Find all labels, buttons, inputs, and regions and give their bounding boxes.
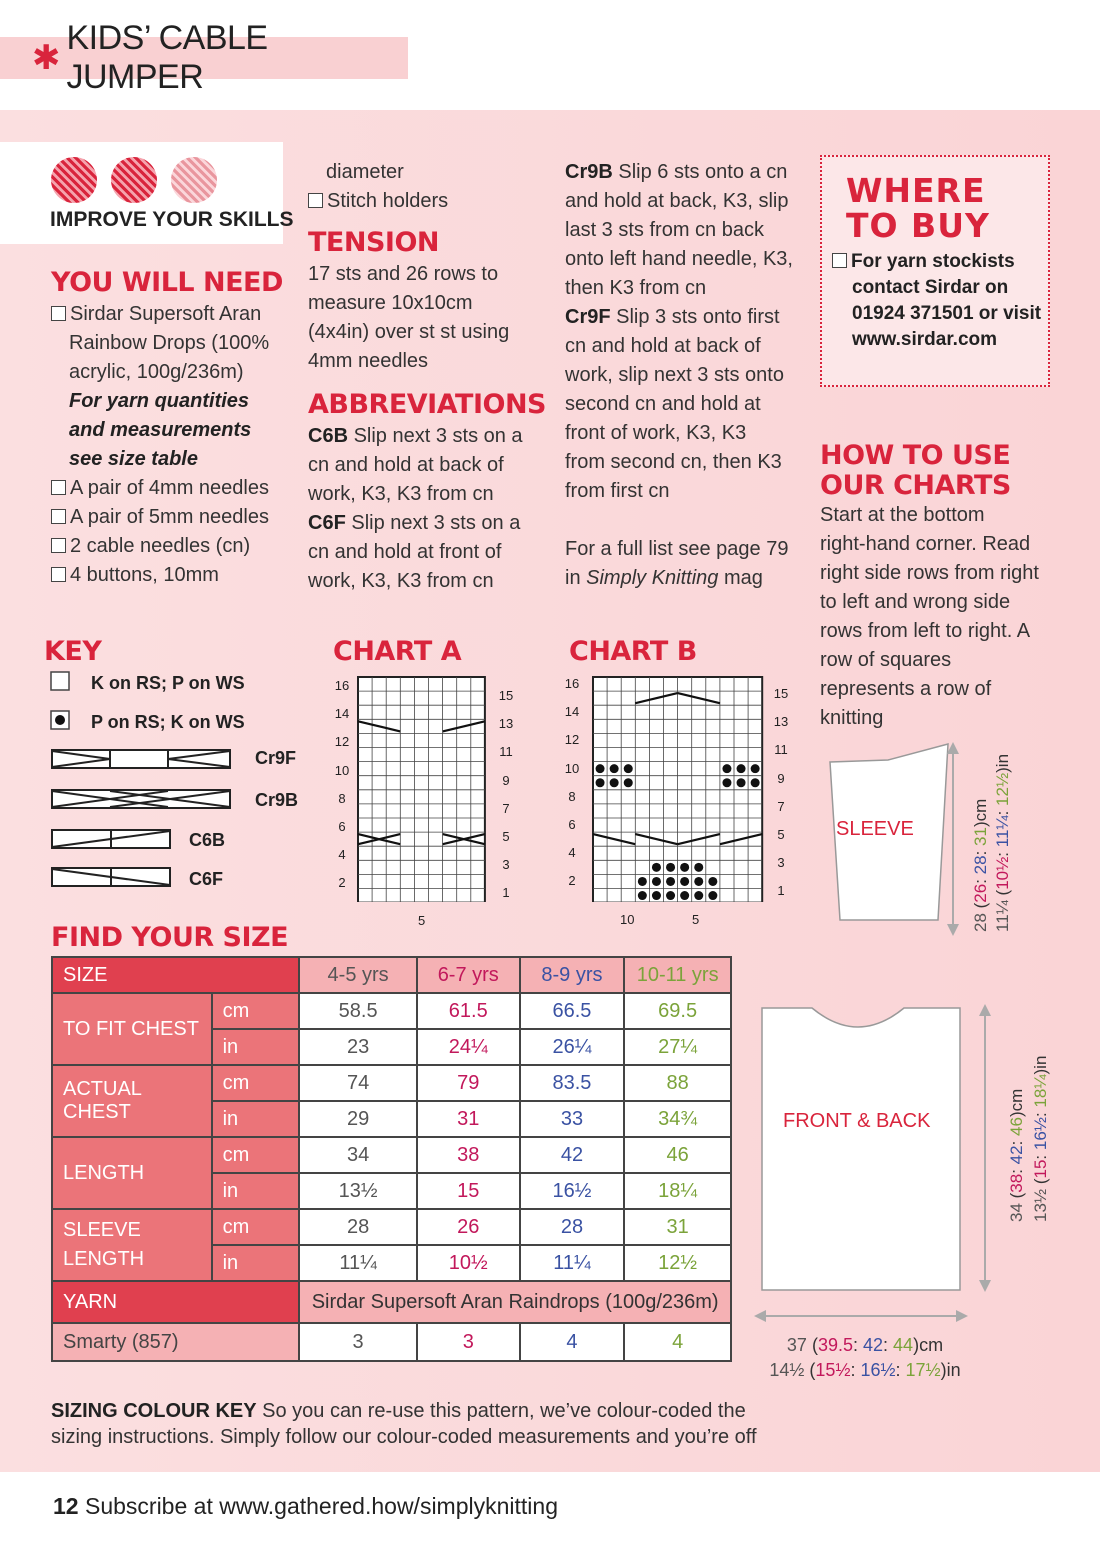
you-will-need-section [51,266,283,590]
unit-cell: cm [212,1209,300,1245]
abbr-text: work, K3, K3 from cn [308,483,494,505]
tension-text: 17 sts and 26 rows to [308,263,499,285]
need-item: A pair of 5mm needles [70,506,269,528]
size-table [51,956,732,1362]
yarn-name: Sirdar Supersoft Aran Raindrops (100g/236m) [299,1281,731,1323]
value-cell: 88 [624,1065,731,1101]
fb-w-in-size4: 17½ [905,1360,941,1380]
value-cell: 11¼ [520,1245,625,1281]
front-back-width: 37 (39.5: 42: 44)cm 14½ (15½: 16½: 17½)in [769,1335,961,1380]
chart-row-number: 2 [338,875,346,891]
abbr-text: cn and hold at back of [308,454,504,476]
purl-stitch-dot [694,891,703,900]
abbr-text: Slip next 3 sts on a [348,425,523,447]
key-legend [48,668,338,894]
chart-b-grid [592,676,766,902]
yarn-ball-icon [111,157,157,203]
chart-row-number: 16 [564,676,580,691]
purl-dot-icon [55,715,65,725]
chart-row-number: 15 [773,686,789,701]
table-header-row [52,957,731,993]
sleeve-in-unit: in [993,753,1012,768]
value-cell: 31 [624,1209,731,1245]
need-item: Stitch holders [327,190,449,212]
chart-row-number: 11 [499,744,513,760]
fb-len-cm-size3: 42 [1007,1145,1026,1165]
chart-row-number: 12 [564,732,580,748]
value-cell: 18¼ [624,1173,731,1209]
unit-cell: in [212,1029,300,1065]
value-cell: 28 [299,1209,417,1245]
purl-stitch-dot [680,891,689,900]
key-heading: KEY [44,636,102,667]
fb-w-cm-unit: cm [919,1335,944,1355]
where-text: contact Sirdar on [852,277,1009,298]
chart-a-col-5: 5 [418,913,426,928]
sleeve-in-size4: 12½ [993,772,1012,806]
chart-b-col-5: 5 [692,912,700,927]
column-two [308,158,546,596]
key-c6b-label: C6B [189,830,226,850]
fb-len-cm-size2: 38 [1007,1173,1026,1193]
table-row [52,1137,731,1173]
value-cell: 79 [417,1065,520,1101]
where-text: For yarn stockists [851,251,1015,272]
how-text: row of squares [820,649,952,671]
purl-stitch-dot [666,891,675,900]
row-label [52,1209,212,1281]
how-to-use-heading [820,441,1039,501]
fb-w-in-size3: 16½ [860,1360,896,1380]
abbr-text: work, slip next 3 sts onto [565,364,784,386]
where-text: 01924 371501 or visit [852,303,1042,324]
how-to-use-section [820,441,1039,733]
subscribe-link[interactable]: Subscribe at www.gathered.how/simplyknitting [78,1493,558,1519]
row-label-line: LENGTH [63,1248,145,1270]
size-col-1: 4-5 yrs [299,957,417,993]
abbr-term: C6B [308,425,349,447]
shade-row [52,1323,731,1361]
flower-icon: ✱ [32,39,61,77]
how-text: right side rows from right [820,562,1039,584]
value-cell: 26 [417,1209,520,1245]
need-item: Sirdar Supersoft Aran [70,303,262,325]
value-cell: 42 [520,1137,625,1173]
value-cell: 74 [299,1065,417,1101]
chart-row-number: 13 [498,716,514,732]
chart-row-number: 2 [568,873,576,889]
purl-stitch-dot [737,778,746,787]
sizing-key-text: sizing instructions. Simply follow our colour-coded measurements and you’re off [51,1426,757,1448]
need-item: diameter [326,161,404,183]
abbr-text: second cn and hold at [565,393,761,415]
where-url: www.sirdar.com [852,329,998,350]
sleeve-measurements: 28 (26: 28: 31)cm 11¼ (10½: 11¼: 12½)in [971,753,1012,932]
purl-stitch-dot [694,877,703,886]
key-c6f-label: C6F [189,869,224,889]
purl-stitch-dot [666,863,675,872]
c6f-symbol [52,868,170,886]
abbr-term: Cr9F [565,306,611,328]
purl-stitch-dot [624,764,633,773]
need-item: A pair of 4mm needles [70,477,269,499]
value-cell: 61.5 [417,993,520,1029]
purl-stitch-dot [722,764,731,773]
chart-row-number: 14 [564,704,580,720]
cr9b-symbol [52,790,230,808]
purl-stitch-dot [652,863,661,872]
purl-stitch-dot [751,778,760,787]
value-cell: 26¼ [520,1029,625,1065]
value-cell: 66.5 [520,993,625,1029]
row-label: TO FIT CHEST [52,993,212,1065]
page-title: KIDS’ CABLE JUMPER [66,19,268,96]
arrow-right-icon [956,1310,968,1322]
purl-stitch-dot [652,891,661,900]
column-three [565,158,793,593]
purl-stitch-dot [596,764,605,773]
purl-stitch-dot [610,778,619,787]
value-cell: 83.5 [520,1065,625,1101]
tension-text: 4mm needles [308,350,429,372]
chart-row-number: 1 [777,883,785,899]
chart-row-number: 7 [502,800,510,816]
find-your-size-heading: FIND YOUR SIZE [51,922,289,953]
abbr-text: from second cn, then K3 [565,451,782,473]
need-note: and measurements [69,419,252,441]
how-text: right-hand corner. Read [820,533,1031,555]
chart-row-number: 15 [498,688,514,703]
abbr-term: C6F [308,512,346,534]
fb-w-cm-size3: 42 [863,1335,884,1355]
value-cell: 24¼ [417,1029,520,1065]
abbr-text: cn and hold at back of [565,335,761,357]
chart-row-number: 6 [338,819,346,834]
chart-row-number: 3 [777,855,785,871]
purl-stitch-dot [708,891,717,900]
fb-len-cm-size4: 46 [1007,1117,1026,1136]
yarn-row [52,1281,731,1323]
abbr-text: onto left hand needle, K3, [565,248,793,270]
how-text: represents a row of [820,678,992,700]
chart-row-number: 11 [774,742,788,758]
value-cell: 31 [417,1101,520,1137]
fb-w-cm-size2: 39.5 [817,1335,853,1355]
value-cell: 69.5 [624,993,731,1029]
value-cell: 23 [299,1029,417,1065]
chart-row-number: 5 [502,829,510,844]
sleeve-cm-size4: 31 [971,827,990,846]
arrow-up-icon [979,1004,991,1016]
chart-row-number: 4 [568,845,576,861]
page-number: 12 [53,1493,79,1519]
tension-heading: TENSION [308,227,439,258]
purl-stitch-dot [610,764,619,773]
how-text: Start at the bottom [820,504,985,526]
key-cr9f-label: Cr9F [255,748,297,768]
full-list-note: mag [718,567,763,589]
how-text: to left and wrong side [820,591,1011,613]
abbr-text: from first cn [565,480,670,502]
fb-len-cm-size1: 34 [1007,1203,1026,1222]
abbreviations-heading: ABBREVIATIONS [308,389,546,420]
purl-stitch-dot [652,877,661,886]
tension-text: (4x4in) over st st using [308,321,510,343]
checkbox-icon [51,480,66,495]
purl-stitch-dot [737,764,746,773]
front-back-length: 34 (38: 42: 46)cm 13½ (15: 16½: 18¼)in [1007,1055,1050,1222]
how-heading-line: HOW TO USE [820,440,1011,471]
purl-stitch-dot [751,764,760,773]
chart-row-number: 8 [338,790,346,806]
chart-row-number: 16 [334,678,350,693]
chart-row-number: 10 [564,760,580,776]
chart-b-col-10: 10 [620,912,635,927]
how-text: knitting [820,707,884,729]
fb-w-in-size1: 14½ [769,1360,805,1380]
sizing-key-text: So you can re-use this pattern, we’ve colour-coded the [256,1400,746,1422]
sleeve-cm-size2: 26 [971,883,990,903]
purl-stitch-dot [708,877,717,886]
unit-cell: cm [212,1137,300,1173]
purl-stitch-dot [666,877,675,886]
front-back-schematic [752,1000,1002,1330]
value-cell: 34¾ [624,1101,731,1137]
how-text: rows from left to right. A [820,620,1031,642]
need-item: acrylic, 100g/236m) [69,361,244,383]
purl-stitch-dot [596,778,605,787]
chart-row-number: 12 [334,734,350,750]
value-cell: 33 [520,1101,625,1137]
yarn-ball-icon [51,157,97,203]
need-item: 2 cable needles (cn) [70,535,251,557]
value-cell: 28 [520,1209,625,1245]
front-back-label: FRONT & BACK [783,1110,931,1132]
chart-a-heading: CHART A [333,636,462,667]
fb-len-cm-unit: cm [1007,1088,1026,1112]
size-col-2: 6-7 yrs [417,957,520,993]
abbr-text: Slip 6 sts onto a cn [612,161,788,183]
abbr-term: Cr9B [565,161,613,183]
value-cell: 10½ [417,1245,520,1281]
yarn-label: YARN [52,1281,299,1323]
chart-a-grid [357,676,489,902]
value-cell: 58.5 [299,993,417,1029]
you-will-need-heading: YOU WILL NEED [51,267,283,298]
chart-row-number: 6 [568,817,576,832]
shade-label: Smarty (857) [52,1323,299,1361]
value-cell: 38 [417,1137,520,1173]
value-cell: 16½ [520,1173,625,1209]
cr9f-symbol [52,750,230,768]
size-col-4: 10-11 yrs [624,957,731,993]
fb-len-in-unit: in [1031,1055,1050,1069]
key-cr9b-label: Cr9B [255,790,299,810]
value-cell: 12½ [624,1245,731,1281]
fb-w-cm-size1: 37 [786,1335,807,1355]
where-to-buy-box [820,155,1050,387]
how-heading-line: OUR CHARTS [820,470,1011,501]
size-col-3: 8-9 yrs [520,957,625,993]
chart-row-number: 5 [777,827,785,842]
row-label: ACTUAL CHEST [52,1065,212,1137]
need-item: Rainbow Drops (100% [69,332,270,354]
c6b-symbol [52,830,170,848]
chart-row-number: 10 [334,762,350,778]
unit-cell: in [212,1245,300,1281]
arrow-left-icon [754,1310,766,1322]
size-label: SIZE [52,957,299,993]
yarn-ball-icon [171,157,217,203]
sleeve-label: SLEEVE [836,818,914,840]
checkbox-icon [308,193,323,208]
fb-w-cm-size4: 44 [893,1335,914,1355]
purl-stitch-dot [680,863,689,872]
abbr-text: Slip 3 sts onto first [610,306,780,328]
chart-row-number: 1 [502,885,510,901]
sizing-colour-key [51,1398,791,1450]
purl-stitch-dot [638,891,647,900]
unit-cell: cm [212,993,300,1029]
purl-stitch-dot [638,877,647,886]
abbr-text: then K3 from cn [565,277,707,299]
value-cell: 34 [299,1137,417,1173]
checkbox-icon [51,567,66,582]
key-knit-label: K on RS; P on WS [91,673,245,693]
full-list-note: in [565,567,587,589]
value-cell: 46 [624,1137,731,1173]
table-row [52,1065,731,1101]
value-cell: 15 [417,1173,520,1209]
abbr-text: work, K3, K3 from cn [308,570,494,592]
chart-row-number: 9 [777,770,785,786]
value-cell: 4 [624,1323,731,1361]
sleeve-cm-unit: cm [971,798,990,822]
sleeve-cm-size1: 28 [971,913,990,932]
value-cell: 4 [520,1323,625,1361]
row-label-line: SLEEVE [63,1219,141,1241]
chart-row-number: 9 [502,772,510,788]
chart-row-number: 4 [338,847,346,863]
chart-row-number: 7 [777,798,785,814]
need-note: For yarn quantities [69,390,250,412]
chart-row-number: 14 [334,706,350,722]
fb-len-in-size2: 15 [1031,1159,1050,1179]
checkbox-icon [51,538,66,553]
checkbox-icon [51,306,66,321]
arrow-down-icon [947,924,959,936]
value-cell: 11¼ [299,1245,417,1281]
abbr-text: and hold at back, K3, slip [565,190,789,212]
fb-len-in-size1: 13½ [1031,1188,1050,1222]
chart-row-number: 3 [502,857,510,873]
sleeve-in-size2: 10½ [993,856,1012,890]
sleeve-in-size1: 11¼ [993,900,1012,932]
purl-stitch-dot [694,863,703,872]
purl-stitch-dot [680,877,689,886]
checkbox-icon [832,253,847,268]
knit-swatch [51,672,69,690]
arrow-down-icon [979,1280,991,1292]
need-item: 4 buttons, 10mm [70,564,219,586]
value-cell: 27¼ [624,1029,731,1065]
skills-label: IMPROVE YOUR SKILLS [50,208,294,231]
chart-b-heading: CHART B [569,636,697,667]
fb-len-in-size4: 18¼ [1031,1074,1050,1108]
purl-stitch-dot [624,778,633,787]
unit-cell: in [212,1173,300,1209]
sleeve-cm-size3: 28 [971,855,990,875]
value-cell: 29 [299,1101,417,1137]
abbr-text: front of work, K3, K3 [565,422,747,444]
title-bar [0,19,408,96]
where-to-buy-heading [846,173,990,243]
checkbox-icon [51,509,66,524]
sleeve-in-size3: 11¼ [993,815,1012,848]
front-back-shape [762,1008,960,1290]
need-note: see size table [69,448,198,470]
fb-len-in-size3: 16½ [1031,1117,1050,1151]
purl-stitch-dot [722,778,731,787]
table-row [52,1209,731,1245]
arrow-up-icon [947,742,959,754]
where-heading-line: WHERE [846,171,986,210]
full-list-note: For a full list see page 79 [565,538,789,560]
page-footer [53,1493,558,1520]
sizing-key-title: SIZING COLOUR KEY [51,1400,257,1422]
row-label: LENGTH [52,1137,212,1209]
key-purl-label: P on RS; K on WS [91,712,245,732]
chart-row-number: 13 [773,714,789,730]
table-row [52,993,731,1029]
value-cell: 3 [299,1323,417,1361]
value-cell: 3 [417,1323,520,1361]
magazine-name: Simply Knitting [586,567,719,589]
value-cell: 13½ [299,1173,417,1209]
chart-row-number: 8 [568,788,576,804]
abbr-text: cn and hold at front of [308,541,502,563]
fb-w-in-size2: 15½ [815,1360,851,1380]
fb-w-in-unit: in [946,1360,961,1380]
unit-cell: in [212,1101,300,1137]
abbr-text: last 3 sts from cn back [565,219,764,241]
where-heading-line: TO BUY [846,206,990,245]
tension-text: measure 10x10cm [308,292,473,314]
abbr-text: Slip next 3 sts on a [345,512,521,534]
unit-cell: cm [212,1065,300,1101]
